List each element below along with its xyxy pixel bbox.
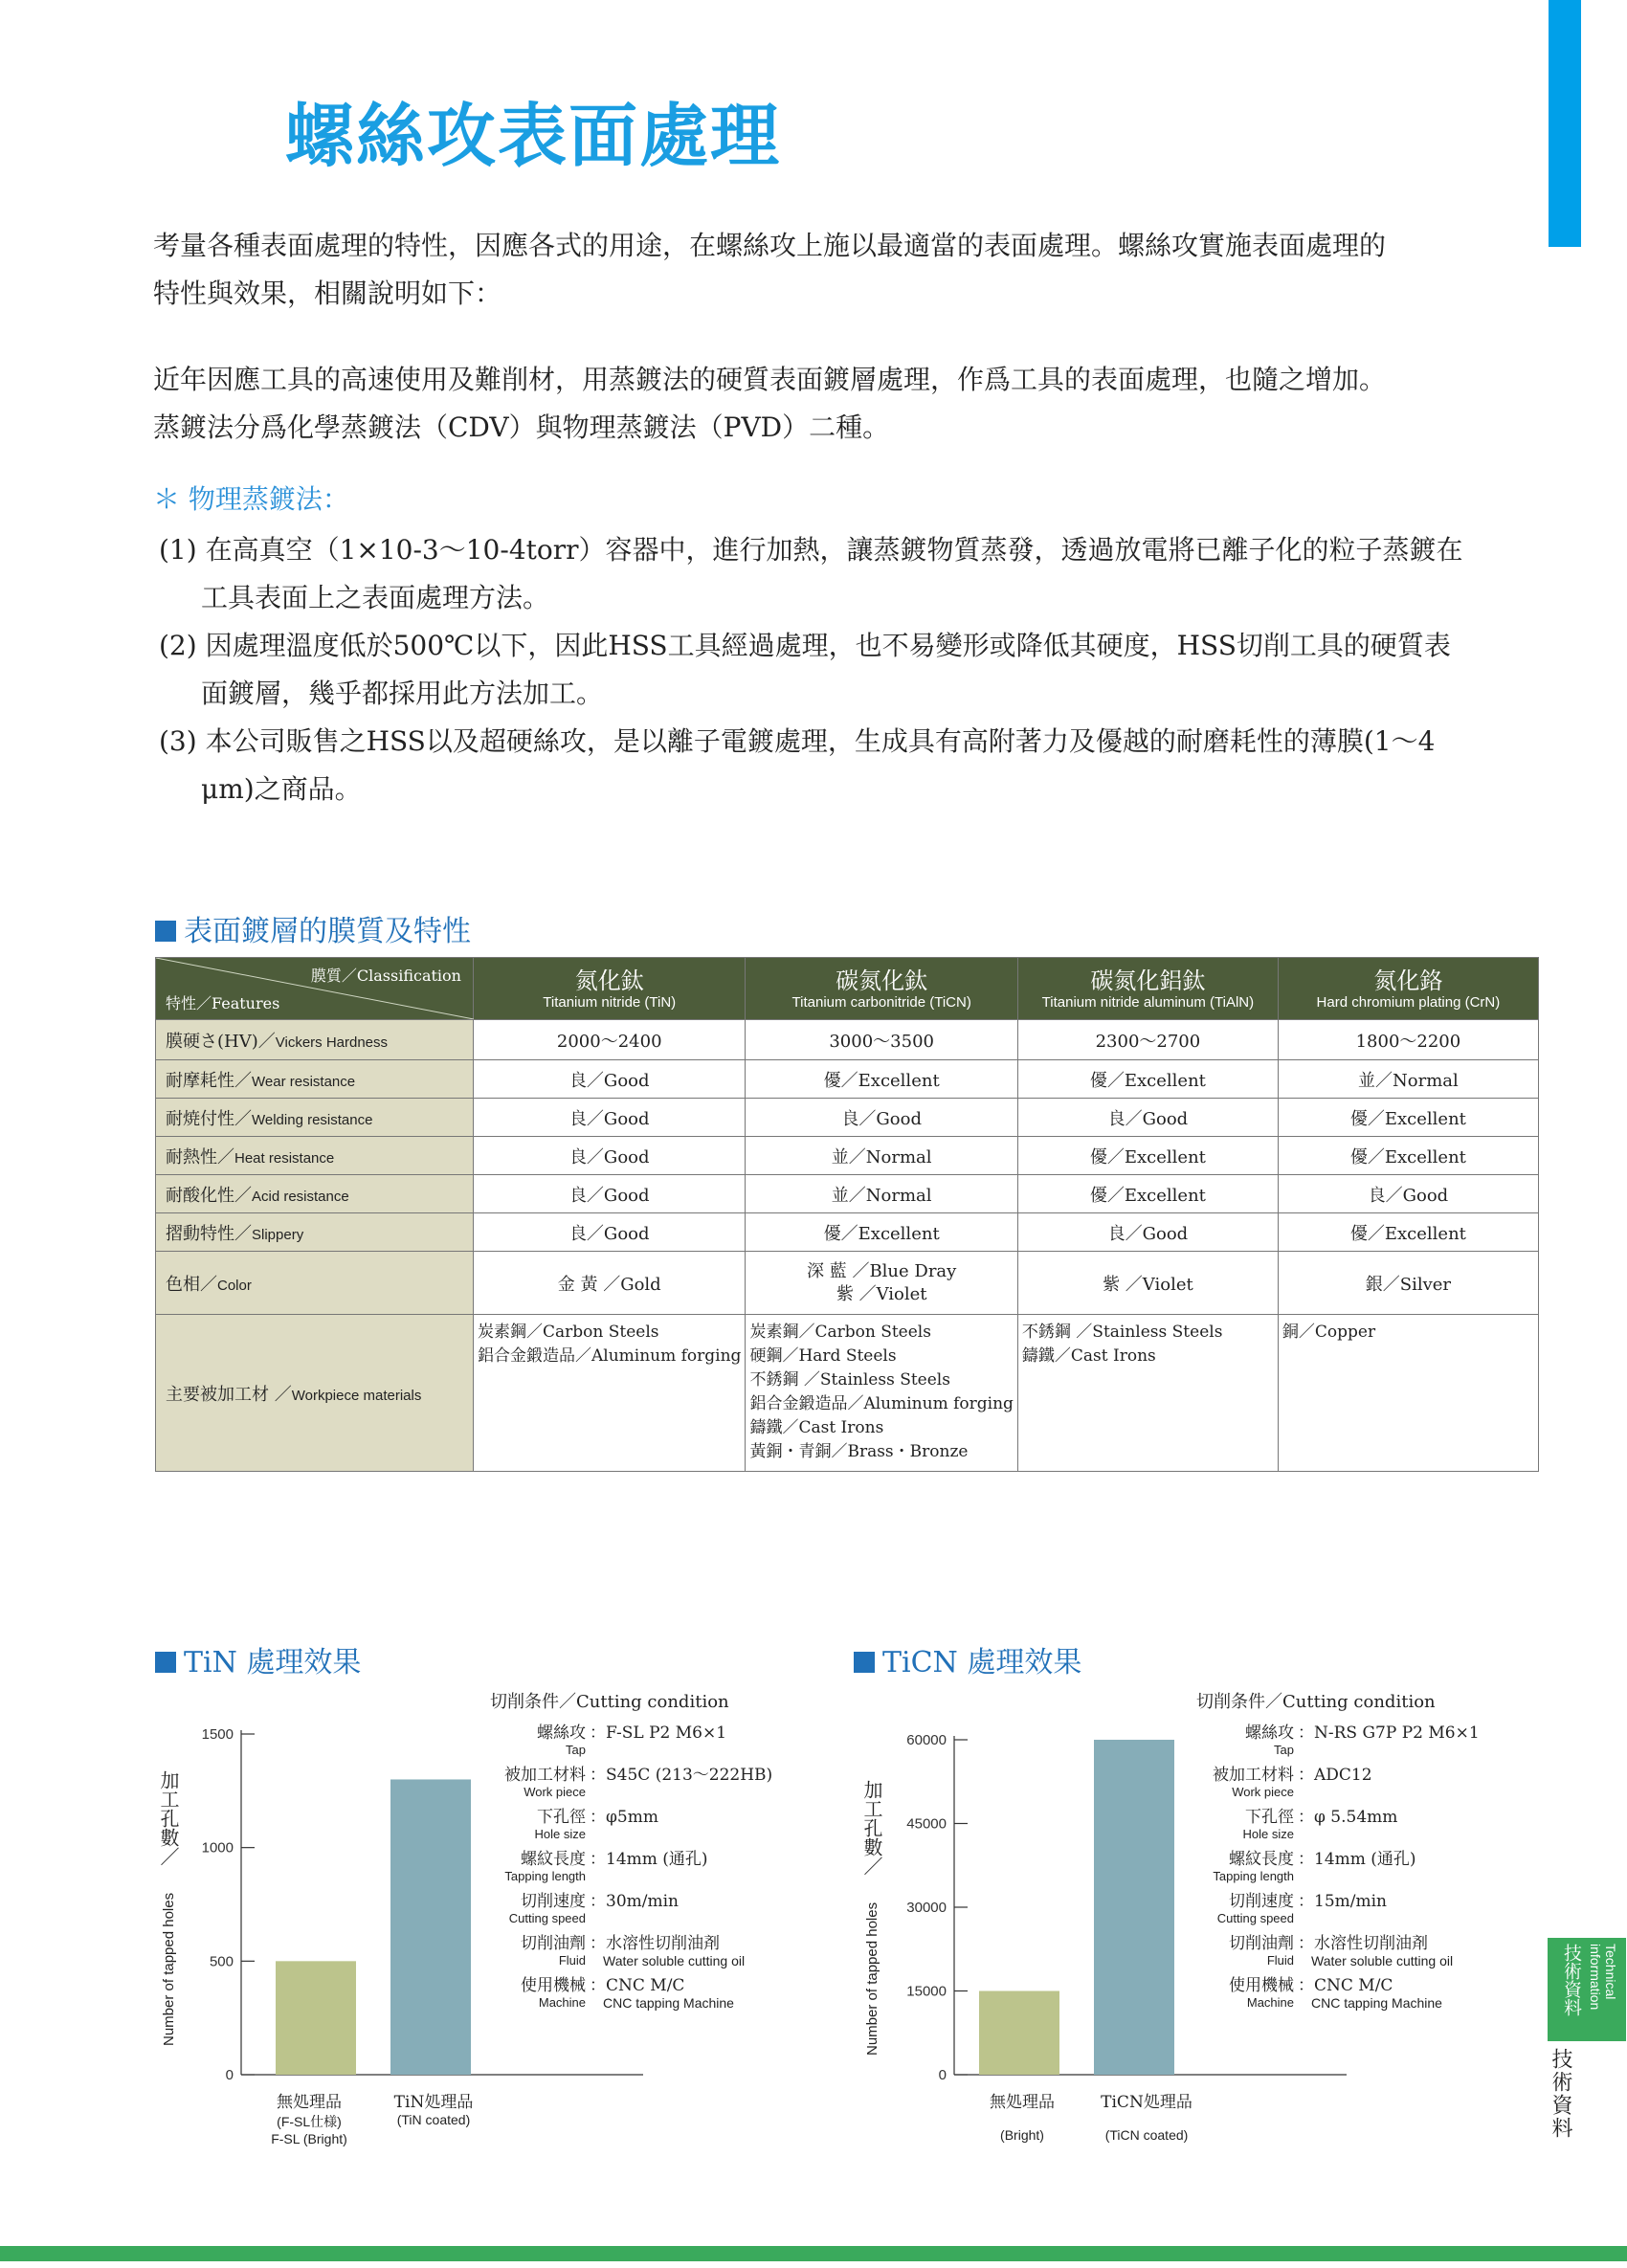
condition-label-zh: 螺絲攻 — [1245, 1723, 1294, 1743]
ticn-chart-title: TiCN 處理效果 — [882, 1646, 1082, 1679]
condition-label — [479, 1845, 586, 1883]
table-cell: 良／Good — [474, 1137, 746, 1175]
material-item: 鑄鐵／Cast Irons — [1021, 1346, 1156, 1366]
table-cell-materials — [1278, 1315, 1538, 1472]
condition-value: ：CNC M/C CNC tapping Machine — [590, 1976, 734, 2011]
condition-row — [479, 1719, 726, 1757]
condition-value: ：φ 5.54mm — [1298, 1808, 1398, 1827]
row-header — [156, 1175, 474, 1213]
condition-value: ：F-SL P2 M6×1 — [590, 1723, 727, 1743]
row-header — [156, 1099, 474, 1137]
column-header-zh: 碳氮化鈦 — [836, 967, 928, 994]
condition-value-text: CNC M/C — [606, 1976, 685, 1995]
condition-row — [479, 1929, 745, 1968]
condition-label — [1183, 1761, 1294, 1799]
pvd-item-1-line-1: (1) 在高真空（1×10-3～10-4torr）容器中，進行加熱，讓蒸鍍物質蒸發，透過放電將已離子化的粒子蒸鍍在 — [159, 534, 1463, 566]
x-category-label: 無処理品 — [277, 2093, 342, 2112]
x-category-label: TiCN処理品 — [1101, 2093, 1192, 2112]
condition-label-en: Machine — [538, 1995, 586, 2010]
table-row-materials — [156, 1315, 1539, 1472]
table-cell: 優／Excellent — [746, 1213, 1017, 1252]
condition-value: ：15m/min — [1298, 1892, 1387, 1911]
column-header-en: Titanium nitride aluminum (TiAlN) — [1041, 993, 1255, 1011]
condition-value-text: 14mm (通孔) — [606, 1850, 708, 1869]
condition-label — [1183, 1887, 1294, 1925]
column-header-tin — [474, 958, 746, 1020]
condition-value-text: N-RS G7P P2 M6×1 — [1314, 1723, 1480, 1743]
table-cell: 並／Normal — [1278, 1060, 1538, 1099]
row-header — [156, 1137, 474, 1175]
condition-label-zh: 切削油劑 — [521, 1934, 586, 1953]
column-header-tialn — [1017, 958, 1278, 1020]
tin-chart-heading — [155, 1638, 361, 1680]
y-tick-label: 1000 — [201, 1839, 234, 1857]
condition-value: ：14mm (通孔) — [590, 1850, 708, 1869]
table-cell: 良／Good — [746, 1099, 1017, 1137]
intro-line-1: 考量各種表面處理的特性，因應各式的用途，在螺絲攻上施以最適當的表面處理。螺絲攻實施表面處理的 — [153, 230, 1387, 261]
pvd-item-2-line-1: (2) 因處理溫度低於500℃以下，因此HSS工具經過處理，也不易變形或降低其硬度，HSS切削工具的硬質表 — [159, 630, 1451, 661]
row-header-zh: 膜硬さ(HV)／ — [166, 1031, 276, 1052]
y-tick-label: 60000 — [906, 1732, 947, 1748]
condition-label-en: Cutting speed — [508, 1911, 586, 1925]
column-header-ticn — [746, 958, 1017, 1020]
table-cell-materials — [1017, 1315, 1278, 1472]
y-tick-label: 30000 — [906, 1900, 947, 1916]
table-cell: 優／Excellent — [1278, 1099, 1538, 1137]
material-item: 鋁合金鍛造品／Aluminum forging — [478, 1346, 742, 1366]
condition-row — [1183, 1761, 1372, 1799]
condition-row — [479, 1887, 679, 1925]
condition-row — [1183, 1971, 1442, 2011]
sidebar-vertical-label: 技術資料 — [1549, 2048, 1572, 2140]
condition-value-en: CNC tapping Machine — [1311, 1995, 1442, 2011]
y-axis-label-zh: 加工孔數／ — [157, 1770, 180, 1866]
table-cell: 良／Good — [474, 1099, 746, 1137]
table-cell: 優／Excellent — [1278, 1137, 1538, 1175]
x-category-sub: F-SL (Bright) — [271, 2131, 347, 2146]
pvd-item-3-line-1: (3) 本公司販售之HSS以及超硬絲攻，是以離子電鍍處理，生成具有高附著力及優越的耐磨耗性的薄膜(1～4 — [159, 725, 1436, 757]
condition-row — [1183, 1845, 1416, 1883]
condition-label — [1183, 1971, 1294, 2010]
y-tick-label: 15000 — [906, 1983, 947, 2000]
x-category-sub: (TiN coated) — [396, 2112, 471, 2127]
tin-conditions-title: 切削条件／Cutting condition — [490, 1692, 729, 1712]
condition-label-zh: 螺紋長度 — [1229, 1850, 1294, 1869]
condition-value: ：N-RS G7P P2 M6×1 — [1298, 1723, 1480, 1743]
table-cell: 並／Normal — [746, 1137, 1017, 1175]
condition-value: ：S45C (213～222HB) — [590, 1766, 773, 1785]
y-axis-label-zh: 加工孔數／ — [860, 1780, 883, 1876]
x-category-sub: (Bright) — [1000, 2127, 1044, 2143]
condition-label — [1183, 1929, 1294, 1968]
corner-classification-label: 膜質／Classification — [310, 967, 461, 985]
x-category-1 — [970, 2088, 1075, 2143]
condition-value-text: φ 5.54mm — [1314, 1808, 1398, 1827]
condition-label — [479, 1719, 586, 1757]
bar-untreated — [276, 1961, 356, 2075]
column-header-crn — [1278, 958, 1538, 1020]
pvd-item-2-line-2: 面鍍層，幾乎都採用此方法加工。 — [201, 678, 604, 709]
table-cell: 良／Good — [474, 1175, 746, 1213]
condition-label-en: Machine — [1246, 1995, 1294, 2010]
pvd-item-1 — [159, 526, 1463, 622]
column-header-en: Titanium carbonitride (TiCN) — [791, 993, 971, 1011]
condition-value: ：ADC12 — [1298, 1766, 1372, 1785]
ticn-conditions-title: 切削条件／Cutting condition — [1196, 1692, 1436, 1712]
condition-label-en: Cutting speed — [1216, 1911, 1294, 1925]
table-cell: 2000～2400 — [474, 1020, 746, 1060]
x-category-sub: (F-SL仕様) — [277, 2114, 342, 2129]
x-category-sub: (TiCN coated) — [1104, 2127, 1189, 2143]
table-cell: 2300～2700 — [1017, 1020, 1278, 1060]
table-corner-header — [156, 958, 474, 1020]
condition-label-zh: 下孔徑 — [1245, 1808, 1294, 1827]
y-tick-label: 0 — [938, 2067, 947, 2083]
condition-value: ：30m/min — [590, 1892, 679, 1911]
row-header-zh: 摺動特性／ — [166, 1223, 252, 1244]
column-header-en: Hard chromium plating (CrN) — [1316, 993, 1501, 1011]
bottom-accent-bar — [0, 2246, 1627, 2261]
y-tick-label: 500 — [209, 1953, 234, 1970]
condition-label — [479, 1803, 586, 1841]
condition-value-text: 15m/min — [1314, 1892, 1387, 1911]
condition-row — [1183, 1929, 1453, 1968]
condition-value-en: Water soluble cutting oil — [1311, 1953, 1454, 1968]
tin-chart-title: TiN 處理效果 — [184, 1646, 362, 1679]
intro-line-2: 特性與效果，相關說明如下： — [153, 278, 502, 309]
pvd-heading: ＊ 物理蒸鍍法： — [153, 483, 349, 515]
corner-features-label: 特性／Features — [166, 994, 280, 1012]
condition-label-en: Tapping length — [504, 1869, 586, 1883]
pvd-item-3 — [159, 718, 1435, 813]
condition-row — [479, 1845, 708, 1883]
table-cell: 優／Excellent — [1017, 1175, 1278, 1213]
condition-value: ：φ5mm — [590, 1808, 658, 1827]
row-header — [156, 1252, 474, 1315]
column-header-zh: 氮化鉻 — [1373, 967, 1443, 994]
condition-label — [479, 1971, 586, 2010]
condition-row — [1183, 1887, 1387, 1925]
column-header-zh: 碳氮化鋁鈦 — [1090, 967, 1206, 994]
material-item: 鋁合金鍛造品／Aluminum forging — [749, 1394, 1014, 1413]
page-title: 螺絲攻表面處理 — [285, 95, 782, 176]
condition-row — [1183, 1803, 1397, 1841]
condition-label — [1183, 1803, 1294, 1841]
row-header-zh: 主要被加工材 ／ — [166, 1384, 292, 1405]
row-header-en: Acid resistance — [252, 1188, 349, 1205]
condition-row — [1183, 1719, 1480, 1757]
ticn-chart-heading — [854, 1638, 1081, 1680]
bar-coated — [1094, 1740, 1174, 2075]
condition-value-text: S45C (213～222HB) — [606, 1766, 773, 1785]
x-category-1 — [256, 2088, 362, 2146]
square-bullet-icon — [854, 1652, 875, 1673]
x-category-2 — [371, 2088, 496, 2127]
sidebar-tab-label-en: Technical information — [1588, 1944, 1618, 2011]
condition-value-text: ADC12 — [1314, 1766, 1372, 1785]
table-cell: 良／Good — [474, 1213, 746, 1252]
material-item: 炭素鋼／Carbon Steels — [478, 1323, 659, 1342]
material-item: 銅／Copper — [1282, 1323, 1376, 1342]
row-header — [156, 1020, 474, 1060]
table-cell-materials — [746, 1315, 1017, 1472]
condition-label-zh: 被加工材料 — [1213, 1766, 1294, 1785]
condition-label — [1183, 1719, 1294, 1757]
condition-value-text: φ5mm — [606, 1808, 658, 1827]
table-cell: 1800～2200 — [1278, 1020, 1538, 1060]
pvd-item-1-line-2: 工具表面上之表面處理方法。 — [201, 582, 550, 613]
x-category-2 — [1084, 2088, 1209, 2143]
square-bullet-icon — [155, 1652, 176, 1673]
y-tick-label: 1500 — [201, 1726, 234, 1743]
table-row-heat — [156, 1137, 1539, 1175]
row-header-zh: 色相／ — [166, 1274, 217, 1295]
condition-label-zh: 切削速度 — [1229, 1892, 1294, 1911]
condition-label-zh: 螺紋長度 — [521, 1850, 586, 1869]
condition-label-zh: 切削速度 — [521, 1892, 586, 1911]
y-tick-label: 0 — [225, 2067, 234, 2083]
row-header — [156, 1060, 474, 1099]
table-cell: 良／Good — [1017, 1213, 1278, 1252]
table-row-welding — [156, 1099, 1539, 1137]
condition-value: ：水溶性切削油剤 Water soluble cutting oil — [1298, 1934, 1454, 1968]
row-header-zh: 耐熱性／ — [166, 1146, 234, 1167]
row-header-en: Welding resistance — [252, 1111, 373, 1128]
table-cell: 優／Excellent — [1017, 1137, 1278, 1175]
row-header-zh: 耐摩耗性／ — [166, 1070, 252, 1091]
y-axis-label-en: Number of tapped holes — [864, 1901, 880, 2056]
material-item: 炭素鋼／Carbon Steels — [749, 1323, 931, 1342]
condition-label — [1183, 1845, 1294, 1883]
material-item: 不銹鋼 ／Stainless Steels — [749, 1370, 950, 1390]
condition-value-en: CNC tapping Machine — [603, 1995, 734, 2011]
table-row-hardness — [156, 1020, 1539, 1060]
intro-line-4: 蒸鍍法分爲化學蒸鍍法（CDV）與物理蒸鍍法（PVD）二種。 — [153, 411, 890, 443]
table-cell: 並／Normal — [746, 1175, 1017, 1213]
pvd-item-3-line-2: μm)之商品。 — [201, 773, 362, 805]
row-header-en: Color — [217, 1277, 252, 1294]
condition-value: ：CNC M/C CNC tapping Machine — [1298, 1976, 1442, 2011]
condition-label-zh: 使用機械 — [521, 1976, 586, 1995]
condition-label-en: Hole size — [534, 1827, 586, 1841]
bar-coated — [390, 1779, 471, 2075]
condition-label-en: Tapping length — [1213, 1869, 1294, 1883]
table-cell: 良／Good — [1017, 1099, 1278, 1137]
table-cell — [746, 1252, 1017, 1315]
condition-label-en: Work piece — [1232, 1785, 1294, 1799]
table-row-wear — [156, 1060, 1539, 1099]
x-category-label: TiN処理品 — [393, 2093, 474, 2112]
condition-label-en: Fluid — [1266, 1953, 1294, 1968]
row-header-en: Vickers Hardness — [275, 1034, 389, 1051]
condition-value-en: Water soluble cutting oil — [603, 1953, 746, 1968]
row-header-zh: 耐酸化性／ — [166, 1185, 252, 1206]
table-row-color — [156, 1252, 1539, 1315]
row-header — [156, 1315, 474, 1472]
table-cell: 銀／Silver — [1278, 1252, 1538, 1315]
table-section-title: 表面鍍層的膜質及特性 — [184, 915, 471, 948]
row-header-zh: 耐焼付性／ — [166, 1108, 252, 1129]
condition-value-text: CNC M/C — [1314, 1976, 1393, 1995]
column-header-en: Titanium nitride (TiN) — [543, 993, 677, 1011]
condition-label-zh: 被加工材料 — [504, 1766, 586, 1785]
table-cell: 優／Excellent — [1017, 1060, 1278, 1099]
material-item: 硬鋼／Hard Steels — [749, 1346, 897, 1366]
row-header-en: Heat resistance — [234, 1149, 335, 1167]
condition-label — [479, 1887, 586, 1925]
condition-label-en: Fluid — [558, 1953, 586, 1968]
condition-value-text: 14mm (通孔) — [1314, 1850, 1416, 1869]
y-tick-label: 45000 — [906, 1815, 947, 1833]
condition-label-en: Work piece — [524, 1785, 586, 1799]
table-cell: 紫 ／Violet — [1017, 1252, 1278, 1315]
table-cell: 優／Excellent — [746, 1060, 1017, 1099]
condition-label — [479, 1761, 586, 1799]
table-row-acid — [156, 1175, 1539, 1213]
condition-label-en: Tap — [566, 1743, 586, 1757]
condition-value-text: 30m/min — [606, 1892, 679, 1911]
condition-value: ：水溶性切削油剤 Water soluble cutting oil — [590, 1934, 746, 1968]
table-cell: 優／Excellent — [1278, 1213, 1538, 1252]
condition-label-zh: 下孔徑 — [537, 1808, 586, 1827]
row-header — [156, 1213, 474, 1252]
condition-label-en: Tap — [1274, 1743, 1294, 1757]
table-row-slippery — [156, 1213, 1539, 1252]
condition-row — [479, 1971, 734, 2011]
square-bullet-icon — [155, 921, 176, 942]
condition-label-en: Hole size — [1242, 1827, 1294, 1841]
condition-label-zh: 切削油劑 — [1229, 1934, 1294, 1953]
bar-untreated — [979, 1991, 1059, 2076]
table-cell: 良／Good — [474, 1060, 746, 1099]
row-header-en: Wear resistance — [252, 1073, 356, 1090]
column-header-zh: 氮化鈦 — [574, 967, 644, 994]
row-header-en: Slippery — [252, 1226, 304, 1243]
condition-value-text: 水溶性切削油剤 — [606, 1934, 720, 1953]
x-category-label: 無処理品 — [990, 2093, 1055, 2112]
condition-label-zh: 螺絲攻 — [537, 1723, 586, 1743]
row-header-en: Workpiece materials — [291, 1387, 422, 1404]
material-item: 黃銅・青銅／Brass・Bronze — [749, 1442, 969, 1461]
condition-value: ：14mm (通孔) — [1298, 1850, 1416, 1869]
table-cell: 金 黃 ／Gold — [474, 1252, 746, 1315]
table-cell: 3000～3500 — [746, 1020, 1017, 1060]
intro-line-3: 近年因應工具的高速使用及難削材，用蒸鍍法的硬質表面鍍層處理，作爲工具的表面處理，也隨之增加。 — [153, 364, 1387, 395]
y-axis-label-en: Number of tapped holes — [161, 1892, 177, 2046]
sidebar-tab-label-zh: 技術資料 — [1561, 1944, 1582, 2016]
sidebar-tab-technical-info[interactable] — [1548, 1938, 1626, 2041]
coating-properties-table — [155, 957, 1539, 1472]
condition-label — [479, 1929, 586, 1968]
color-line-2: 紫 ／Violet — [836, 1283, 927, 1304]
pvd-item-2 — [159, 622, 1451, 718]
table-cell-materials — [474, 1315, 746, 1472]
material-item: 不銹鋼 ／Stainless Steels — [1021, 1323, 1223, 1342]
condition-row — [479, 1761, 772, 1799]
condition-row — [479, 1803, 658, 1841]
table-cell: 良／Good — [1278, 1175, 1538, 1213]
condition-label-zh: 使用機械 — [1229, 1976, 1294, 1995]
condition-value-text: F-SL P2 M6×1 — [606, 1723, 727, 1743]
color-line-1: 深 藍 ／Blue Dray — [807, 1260, 957, 1281]
material-item: 鑄鐵／Cast Irons — [749, 1418, 884, 1437]
table-section-heading — [155, 907, 471, 949]
sidebar-accent-bar — [1549, 0, 1581, 247]
condition-value-text: 水溶性切削油剤 — [1314, 1934, 1428, 1953]
